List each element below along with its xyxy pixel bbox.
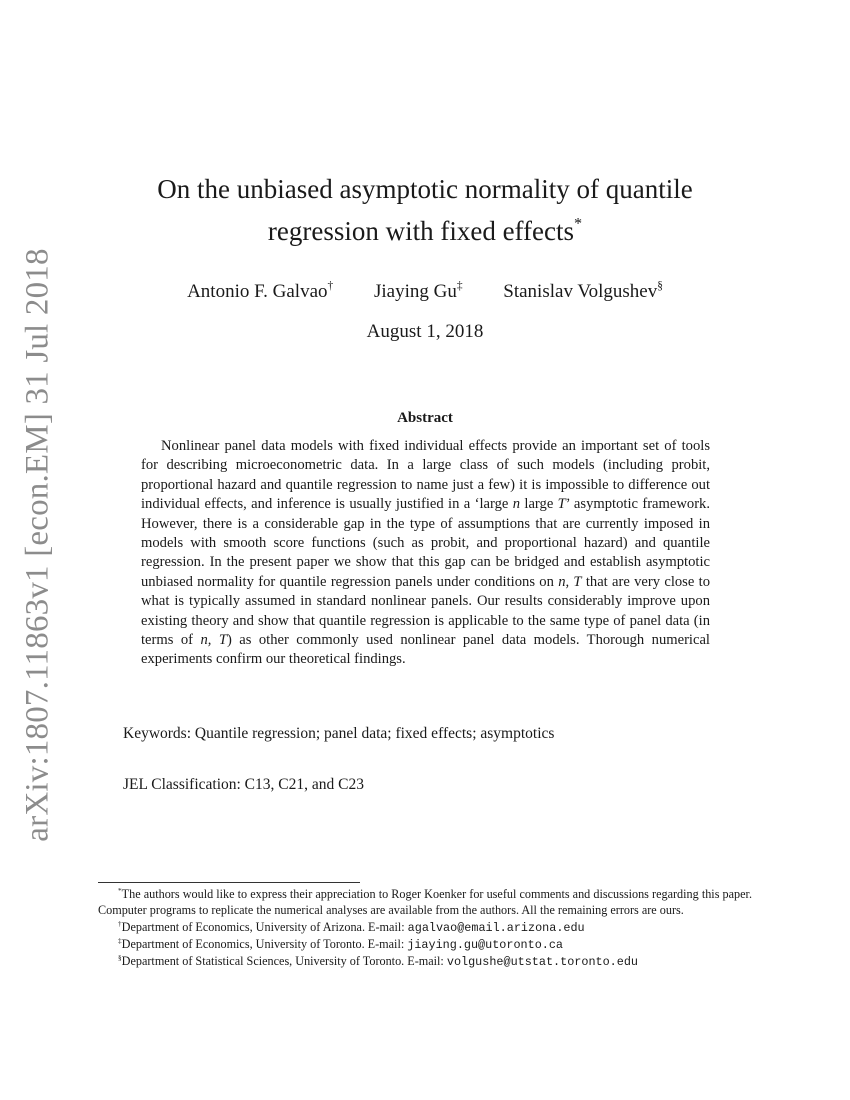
footnote-affiliation-galvao	[98, 919, 752, 936]
abstract-text: ) as other commonly used nonlinear panel data models. Thorough numerical experiments confirm our theoretical findings.	[141, 632, 710, 668]
author-name: Jiaying Gu	[373, 281, 457, 302]
author-volgushev	[503, 281, 663, 302]
author-list	[110, 281, 740, 303]
title-line-2	[110, 210, 740, 252]
title-line-1: On the unbiased asymptotic normality of quantile	[157, 174, 693, 204]
author-footnote-mark: §	[657, 280, 663, 293]
footnote-mark: *	[118, 885, 122, 895]
math-T: T	[557, 496, 566, 513]
paper-title	[110, 168, 740, 252]
abstract-heading: Abstract	[397, 410, 453, 426]
footnote-affiliation-gu	[98, 936, 752, 953]
title-footnote-mark: *	[574, 214, 583, 233]
email-address[interactable]: agalvao@email.arizona.edu	[407, 920, 585, 935]
footnote-text: Department of Statistical Sciences, University of Toronto. E-mail:	[121, 954, 447, 969]
math-n-T: n, T	[558, 573, 582, 590]
email-address[interactable]: volgushe@utstat.toronto.edu	[446, 955, 639, 970]
footnote-divider	[98, 882, 360, 883]
keywords: Keywords: Quantile regression; panel data; fixed effects; asymptotics	[123, 725, 555, 742]
author-footnote-mark: †	[327, 280, 334, 293]
footnote-mark: §	[118, 953, 122, 963]
footnote-mark: †	[118, 918, 122, 928]
author-footnote-mark: ‡	[456, 280, 463, 293]
footnote-text: Department of Economics, University of Arizona. E-mail:	[121, 919, 408, 934]
author-name: Antonio F. Galvao	[187, 281, 328, 302]
arxiv-identifier-stamp: arXiv:1807.11863v1 [econ.EM] 31 Jul 2018	[19, 248, 56, 842]
footnote-affiliation-volgushev	[98, 953, 752, 970]
jel-classification: JEL Classification: C13, C21, and C23	[123, 776, 364, 793]
abstract-body	[141, 437, 710, 670]
author-gu	[374, 281, 463, 302]
author-name: Stanislav Volgushev	[503, 281, 658, 302]
math-n: n	[512, 496, 521, 513]
footnote-text: The authors would like to express their appreciation to Roger Koenker for useful comments and discussions regarding this paper. Computer programs to replicate the numerical analyses are available from the authors. All the remaining errors are ours.	[98, 887, 752, 918]
abstract-text: ’ asymptotic framework. However, there is a considerable gap in the type of assumptions that are currently imposed in models with smooth score functions (such as probit, and proportional hazard) and quantile regression. In the present paper we show that this gap can be bridged and establish asymptotic unbiased normality for quantile regression panels under conditions on	[141, 496, 711, 590]
footnote-text: Department of Economics, University of Toronto. E-mail:	[121, 936, 408, 951]
footnotes	[98, 886, 752, 970]
email-address[interactable]: jiaying.gu@utoronto.ca	[407, 937, 564, 952]
abstract-text: Nonlinear panel data models with fixed individual effects provide an important set of tools for describing microeconometric data. In a large class of such models (including probit, proportional hazard and quantile regression to name just a few) it is impossible to difference out individual effects, and inference is usually justified in a ‘large	[141, 438, 710, 513]
math-n-T: n, T	[200, 632, 227, 649]
abstract-text: that are very close to what is typically assumed in standard nonlinear panels. Our results considerably improve upon existing theory and show that quantile regression is applicable to the same type of panel data (in terms of	[141, 573, 710, 649]
paper-date: August 1, 2018	[366, 321, 484, 342]
title-line-2-text: regression with fixed effects	[267, 216, 575, 246]
footnote-acknowledgement	[98, 886, 752, 919]
footnote-mark: ‡	[118, 935, 122, 945]
abstract-text: large	[520, 496, 558, 513]
author-galvao	[187, 281, 333, 302]
